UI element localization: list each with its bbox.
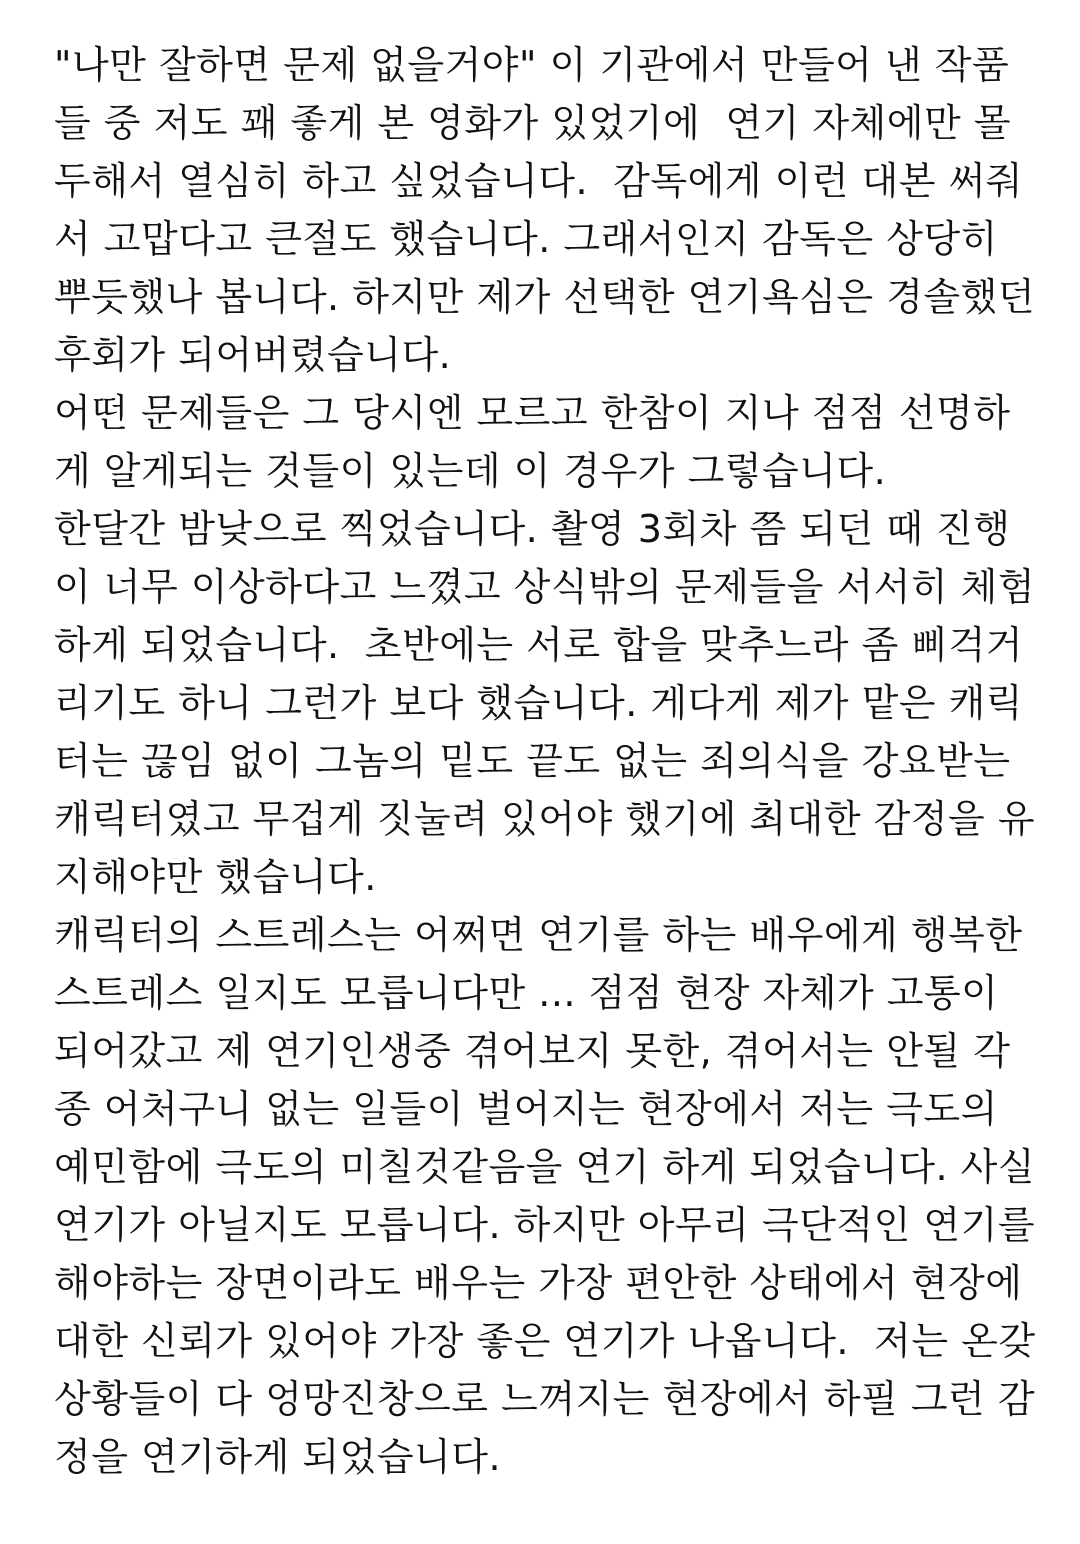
text-line — [54, 0, 1064, 36]
text-line: 정을 연기하게 되었습니다. — [54, 1435, 502, 1479]
text-line: 되어갔고 제 연기인생중 겪어보지 못한, 겪어서는 안될 각 — [54, 1029, 1011, 1073]
text-line: 대한 신뢰가 있어야 가장 좋은 연기가 나옵니다. 저는 온갖 — [54, 1319, 1036, 1363]
text-line: 캐릭터였고 무겁게 짓눌려 있어야 했기에 최대한 감정을 유 — [54, 797, 1036, 841]
text-line: 터는 끊임 없이 그놈의 밑도 끝도 없는 죄의식을 강요받는 — [54, 739, 1011, 783]
text-line: 한달간 밤낮으로 찍었습니다. 촬영 3회차 쯤 되던 때 진행 — [54, 507, 1011, 551]
text-line: 예민함에 극도의 미칠것같음을 연기 하게 되었습니다. 사실 — [54, 1145, 1036, 1189]
text-line — [54, 1486, 1064, 1544]
text-line: 스트레스 일지도 모릅니다만 ... 점점 현장 자체가 고통이 — [54, 971, 999, 1015]
text-line: 두해서 열심히 하고 싶었습니다. 감독에게 이런 대본 써줘 — [54, 159, 1023, 203]
text-line: 게 알게되는 것들이 있는데 이 경우가 그렇습니다. — [54, 449, 887, 493]
text-line: 서 고맙다고 큰절도 했습니다. 그래서인지 감독은 상당히 — [54, 217, 998, 261]
text-line: 이 너무 이상하다고 느꼈고 상식밖의 문제들을 서서히 체험 — [54, 565, 1036, 609]
text-line: 리기도 하니 그런가 보다 했습니다. 게다게 제가 맡은 캐릭 — [54, 681, 1023, 725]
text-line: 들 중 저도 꽤 좋게 본 영화가 있었기에 연기 자체에만 몰 — [54, 101, 1011, 145]
text-line: 캐릭터의 스트레스는 어쩌면 연기를 하는 배우에게 행복한 — [54, 913, 1023, 957]
document-body — [54, 0, 1064, 1544]
text-line: 종 어처구니 없는 일들이 벌어지는 현장에서 저는 극도의 — [54, 1087, 998, 1131]
text-line: 지해야만 했습니다. — [54, 855, 377, 899]
text-line: 하게 되었습니다. 초반에는 서로 합을 맞추느라 좀 삐걱거 — [54, 623, 1023, 667]
text-line: 상황들이 다 엉망진창으로 느껴지는 현장에서 하필 그런 감 — [54, 1377, 1036, 1421]
text-line: "나만 잘하면 문제 없을거야" 이 기관에서 만들어 낸 작품 — [54, 43, 1010, 87]
text-line: 해야하는 장면이라도 배우는 가장 편안한 상태에서 현장에 — [54, 1261, 1023, 1305]
text-line: 뿌듯했나 봅니다. 하지만 제가 선택한 연기욕심은 경솔했던 — [54, 275, 1036, 319]
text-line: 후회가 되어버렸습니다. — [54, 333, 452, 377]
text-line: 어떤 문제들은 그 당시엔 모르고 한참이 지나 점점 선명하 — [54, 391, 1011, 435]
text-line: 연기가 아닐지도 모릅니다. 하지만 아무리 극단적인 연기를 — [54, 1203, 1036, 1247]
